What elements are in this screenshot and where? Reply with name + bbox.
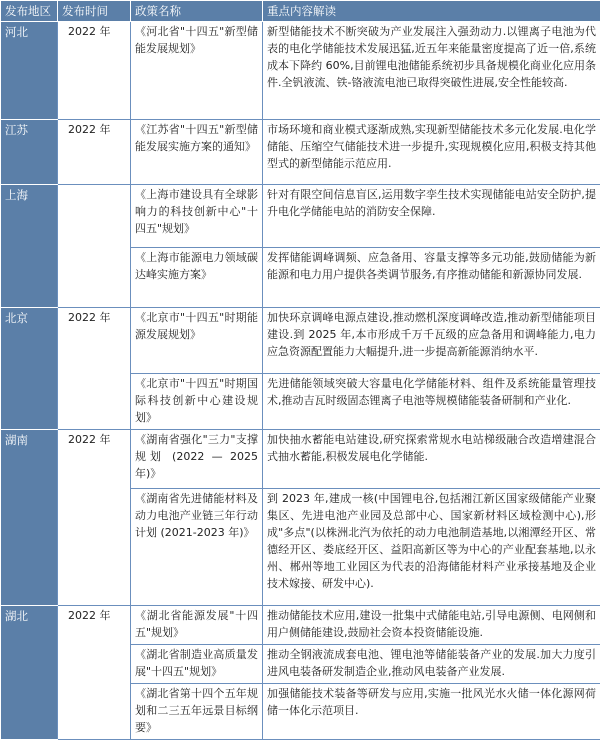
year-cell: 2022 年 <box>58 22 131 120</box>
table-row <box>1 308 600 374</box>
header-row <box>1 1 600 22</box>
policy-name-cell: 《河北省"十四五"新型储能发展规划》 <box>131 22 263 120</box>
detail-cell: 市场环境和商业模式逐渐成熟,实现新型储能技术多元化发展.电化学储能、压缩空气储能技术进一步提升,实现规模化应用,积极支持其他型式的新型储能示范应用. <box>263 120 600 185</box>
region-cell: 北京 <box>1 308 58 430</box>
detail-cell: 推动储能技术应用,建设一批集中式储能电站,引导电源侧、电网侧和用户侧储能建设,鼓励社会资本投资储能设施. <box>263 606 600 645</box>
header-policy: 政策名称 <box>131 1 263 22</box>
detail-cell: 加快抽水蓄能电站建设,研究探索常规水电站梯级融合改造增建混合式抽水蓄能,积极发展电化学储能. <box>263 430 600 489</box>
region-cell: 上海 <box>1 185 58 308</box>
year-cell: 2022 年 <box>58 308 131 430</box>
policy-name-cell: 《江苏省"十四五"新型储能发展实施方案的通知》 <box>131 120 263 185</box>
year-cell: 2022 年 <box>58 430 131 606</box>
policy-name-cell: 《上海市建设具有全球影响力的科技创新中心"十四五"规划》 <box>131 185 263 248</box>
region-cell: 湖北 <box>1 606 58 740</box>
table-row <box>1 185 600 248</box>
policy-name-cell: 《北京市"十四五"时期国际科技创新中心建设规划》 <box>131 374 263 430</box>
policy-name-cell: 《湖南省强化"三力"支撑规划 (2022 — 2025 年)》 <box>131 430 263 489</box>
region-cell: 湖南 <box>1 430 58 606</box>
header-year: 发布时间 <box>58 1 131 22</box>
year-cell <box>58 185 131 308</box>
policy-name-cell: 《上海市能源电力领域碳达峰实施方案》 <box>131 248 263 308</box>
header-region: 发布地区 <box>1 1 58 22</box>
detail-cell: 加强储能技术装备等研发与应用,实施一批风光水火储一体化源网荷储一体化示范项目. <box>263 684 600 740</box>
policy-name-cell: 《湖北省能源发展"十四五"规划》 <box>131 606 263 645</box>
policy-name-cell: 《湖南省先进储能材料及动力电池产业链三年行动计划 (2021-2023 年)》 <box>131 489 263 606</box>
detail-cell: 先进储能领域突破大容量电化学储能材料、组件及系统能量管理技术,推动吉瓦时级固态锂离子电池等规模储能装备研制和产业化. <box>263 374 600 430</box>
detail-cell: 到 2023 年,建成一核(中国锂电谷,包括湘江新区国家级储能产业聚集区、先进电池产业园及总部中心、国家新材料区域检测中心),形成"多点"(以株洲北汽为依托的动力电池制造基地,以湘潭经开区、常德经开区、娄底经开区、益阳高新区等为中心的产业配套基地,以永州、郴州等地工业园区为代表的沿海储能材料产业承接基地及企业技术嫁接、研发中心). <box>263 489 600 606</box>
detail-cell: 加快环京调峰电源点建设,推动燃机深度调峰改造,推动新型储能项目建设.到 2025 年,本市形成千万千瓦级的应急备用和调峰能力,电力应急资源配置能力大幅提升,进一步提高新能源消纳水平. <box>263 308 600 374</box>
region-cell: 河北 <box>1 22 58 120</box>
detail-cell: 针对有限空间信息盲区,运用数字孪生技术实现储能电站安全防护,提升电化学储能电站的消防安全保障. <box>263 185 600 248</box>
year-cell: 2022 年 <box>58 120 131 185</box>
policy-name-cell: 《北京市"十四五"时期能源发展规划》 <box>131 308 263 374</box>
detail-cell: 发挥储能调峰调频、应急备用、容量支撑等多元功能,鼓励储能为新能源和电力用户提供各类调节服务,有序推动储能和新源协同发展. <box>263 248 600 308</box>
header-detail: 重点内容解读 <box>263 1 600 22</box>
year-cell: 2022 年 <box>58 606 131 740</box>
table-row <box>1 120 600 185</box>
detail-cell: 新型储能技术不断突破为产业发展注入强劲动力.以锂离子电池为代表的电化学储能技术发展迅猛,近五年来能量密度提高了近一倍,系统成本下降约 60%,目前锂电池储能系统初步具备规模化商业化应用条件.全钒液流、铁-铬液流电池已取得突破性进展,安全性能较高. <box>263 22 600 120</box>
table-row <box>1 606 600 645</box>
policy-name-cell: 《湖北省第十四个五年规划和二三五年远景目标纲要》 <box>131 684 263 740</box>
table-row <box>1 430 600 489</box>
detail-cell: 推动全钢液流成套电池、锂电池等储能装备产业的发展.加大力度引进风电装备研发制造企业,推动风电装备产业发展. <box>263 645 600 684</box>
table-row <box>1 22 600 120</box>
policy-name-cell: 《湖北省制造业高质量发展"十四五"规划》 <box>131 645 263 684</box>
region-cell: 江苏 <box>1 120 58 185</box>
